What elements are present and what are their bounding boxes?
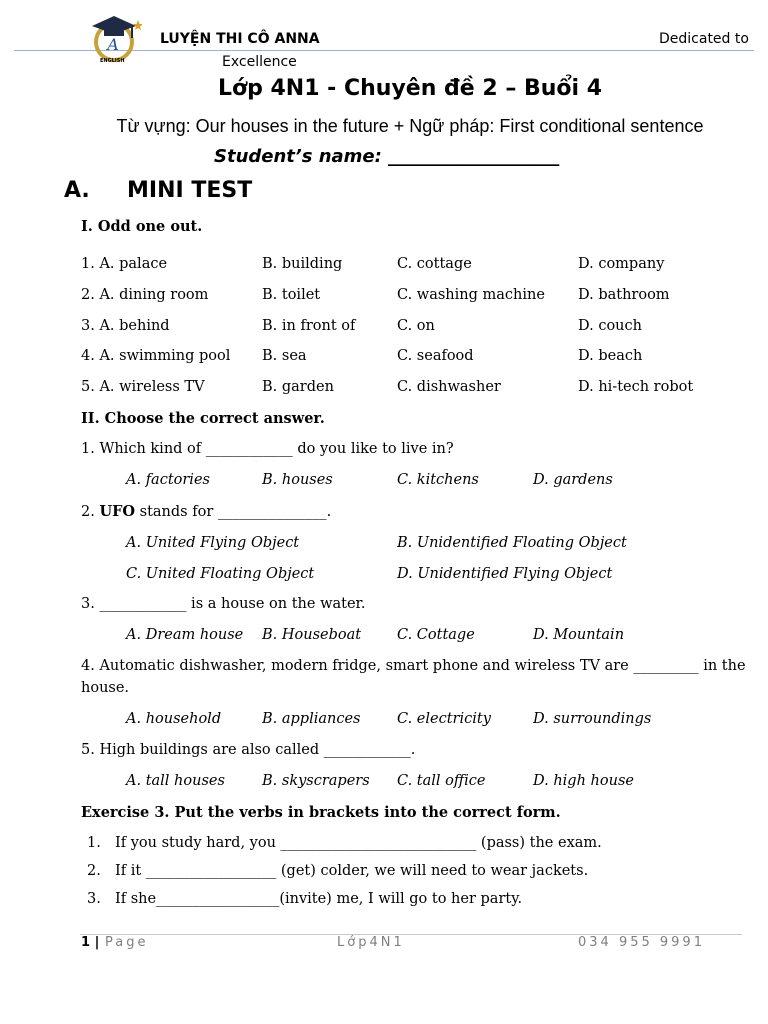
option-a: 4. A. swimming pool bbox=[81, 348, 231, 364]
option-d: D. hi-tech robot bbox=[578, 379, 694, 395]
q2-option-d: D. Unidentified Flying Object bbox=[397, 566, 613, 582]
q4-option-a: A. household bbox=[126, 711, 222, 727]
page-number: 1 | bbox=[81, 935, 100, 950]
option-d: D. beach bbox=[578, 348, 643, 364]
option-a: 3. A. behind bbox=[81, 318, 170, 334]
footer-class: Lớp4N1 bbox=[337, 935, 405, 950]
q3-option-b: B. Houseboat bbox=[262, 627, 362, 643]
svg-text:A: A bbox=[107, 35, 119, 54]
q3-option-d: D. Mountain bbox=[533, 627, 625, 643]
motto-line-2: Excellence bbox=[222, 54, 297, 70]
option-c: C. on bbox=[397, 318, 435, 334]
q2-text: stands for _______________. bbox=[139, 504, 332, 520]
option-a: 5. A. wireless TV bbox=[81, 379, 205, 395]
question-3: 3. ____________ is a house on the water. bbox=[81, 596, 366, 612]
q4-option-b: B. appliances bbox=[262, 711, 361, 727]
item-number: 3. bbox=[87, 891, 101, 907]
option-c: C. washing machine bbox=[397, 287, 545, 303]
motto-line-1: Dedicated to bbox=[659, 31, 749, 47]
option-d: D. company bbox=[578, 256, 665, 272]
page-title: Lớp 4N1 - Chuyên đề 2 – Buổi 4 bbox=[217, 76, 603, 101]
option-b: B. sea bbox=[262, 348, 307, 364]
q5-option-c: C. tall office bbox=[397, 773, 486, 789]
item-text: If it __________________ (get) colder, we will need to wear jackets. bbox=[115, 863, 589, 879]
footer-phone: 034 955 9991 bbox=[578, 935, 705, 950]
q5-option-a: A. tall houses bbox=[126, 773, 225, 789]
logo bbox=[86, 10, 142, 66]
q2-number: 2. bbox=[81, 504, 95, 520]
q3-option-c: C. Cottage bbox=[397, 627, 475, 643]
option-a: 1. A. palace bbox=[81, 256, 168, 272]
q4-option-c: C. electricity bbox=[397, 711, 491, 727]
option-b: B. in front of bbox=[262, 318, 356, 334]
q1-option-c: C. kitchens bbox=[397, 472, 479, 488]
question-1: 1. Which kind of ____________ do you like to live in? bbox=[81, 441, 454, 457]
question-2 bbox=[81, 503, 331, 520]
student-name-field: Student’s name: ___________________ bbox=[214, 146, 560, 167]
item-text: If you study hard, you ___________________________ (pass) the exam. bbox=[115, 835, 602, 851]
section-title: MINI TEST bbox=[127, 178, 253, 203]
exercise3-heading: Exercise 3. Put the verbs in brackets into the correct form. bbox=[81, 804, 561, 821]
item-number: 1. bbox=[87, 835, 101, 851]
q3-option-a: A. Dream house bbox=[126, 627, 244, 643]
q2-acronym: UFO bbox=[99, 503, 136, 520]
option-d: D. bathroom bbox=[578, 287, 670, 303]
logo-text: ENGLISH bbox=[100, 58, 125, 64]
option-a: 2. A. dining room bbox=[81, 287, 209, 303]
part2-heading: II. Choose the correct answer. bbox=[81, 410, 325, 427]
q5-option-d: D. high house bbox=[533, 773, 634, 789]
item-text: If she_________________(invite) me, I will go to her party. bbox=[115, 891, 523, 907]
option-d: D. couch bbox=[578, 318, 642, 334]
q1-option-d: D. gardens bbox=[533, 472, 613, 488]
item-number: 2. bbox=[87, 863, 101, 879]
question-5: 5. High buildings are also called ____________. bbox=[81, 742, 416, 758]
option-b: B. building bbox=[262, 256, 343, 272]
q1-option-a: A. factories bbox=[126, 472, 210, 488]
option-c: C. cottage bbox=[397, 256, 472, 272]
q2-option-a: A. United Flying Object bbox=[126, 535, 300, 551]
q2-option-b: B. Unidentified Floating Object bbox=[397, 535, 627, 551]
option-c: C. seafood bbox=[397, 348, 474, 364]
option-b: B. toilet bbox=[262, 287, 321, 303]
option-b: B. garden bbox=[262, 379, 334, 395]
q1-option-b: B. houses bbox=[262, 472, 333, 488]
question-4-line-1: 4. Automatic dishwasher, modern fridge, smart phone and wireless TV are _________ in the bbox=[81, 658, 746, 674]
org-name: LUYỆN THI CÔ ANNA bbox=[160, 31, 320, 47]
page-subtitle: Từ vựng: Our houses in the future + Ngữ pháp: First conditional sentence bbox=[116, 116, 704, 136]
page-label: Page bbox=[105, 935, 149, 950]
question-4-line-2: house. bbox=[81, 680, 130, 696]
q4-option-d: D. surroundings bbox=[533, 711, 652, 727]
section-letter: A. bbox=[64, 178, 90, 203]
part1-heading: I. Odd one out. bbox=[81, 218, 203, 235]
option-c: C. dishwasher bbox=[397, 379, 501, 395]
q5-option-b: B. skyscrapers bbox=[262, 773, 370, 789]
q2-option-c: C. United Floating Object bbox=[126, 566, 315, 582]
